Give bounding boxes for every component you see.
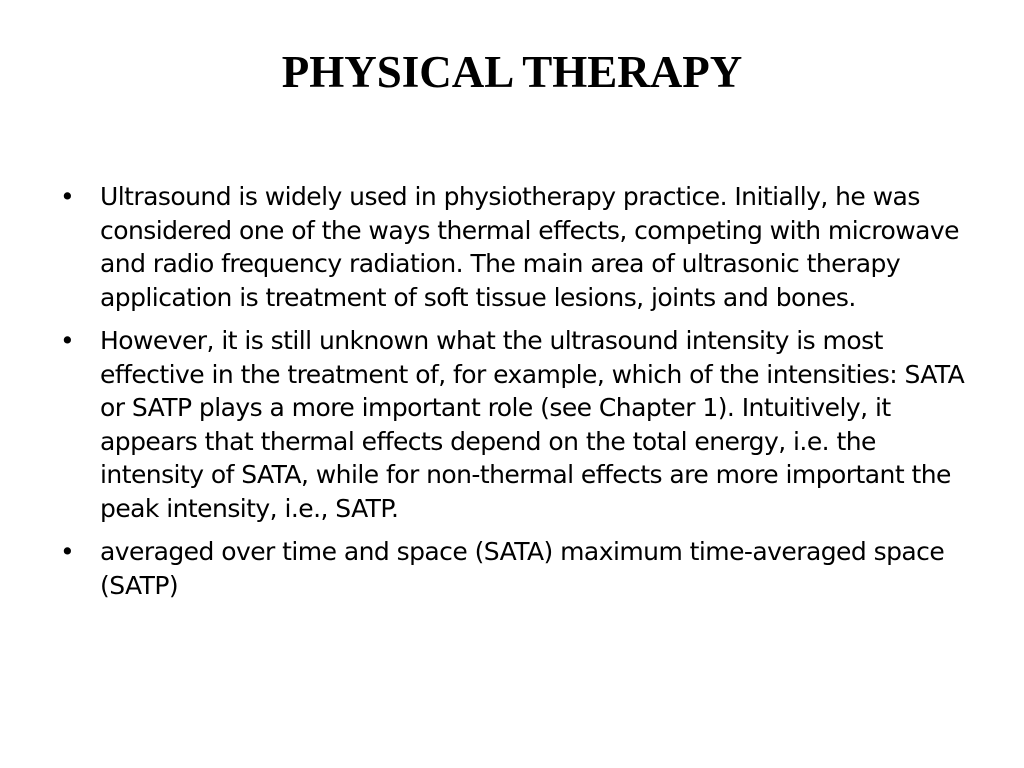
bullet-icon: • xyxy=(60,326,75,355)
bullet-item-sata-satp-definition xyxy=(60,535,980,602)
bullet-icon: • xyxy=(60,537,75,566)
bullet-item-ultrasound-usage xyxy=(60,180,980,314)
bullet-text: However, it is still unknown what the ultrasound intensity is most effective in the treatment of, for example, which of the intensities: SATA or SATP plays a more important role (see Chapter 1). Intuitively, it appears that thermal effects depend on the total energy, i.e. the intensity of SATA, while for non-thermal effects are more important the peak intensity, i.e., SATP. xyxy=(100,326,965,523)
slide-title: PHYSICAL THERAPY xyxy=(281,47,743,97)
bullet-icon: • xyxy=(60,182,75,211)
bullet-text: Ultrasound is widely used in physiotherapy practice. Initially, he was considered one of the ways thermal effects, competing with microwave and radio frequency radiation. The main area of ultrasonic therapy application is treatment of soft tissue lesions, joints and bones. xyxy=(100,182,959,312)
bullet-list xyxy=(60,180,980,612)
bullet-item-intensity-question xyxy=(60,324,980,525)
bullet-text: averaged over time and space (SATA) maximum time-averaged space (SATP) xyxy=(100,537,945,600)
